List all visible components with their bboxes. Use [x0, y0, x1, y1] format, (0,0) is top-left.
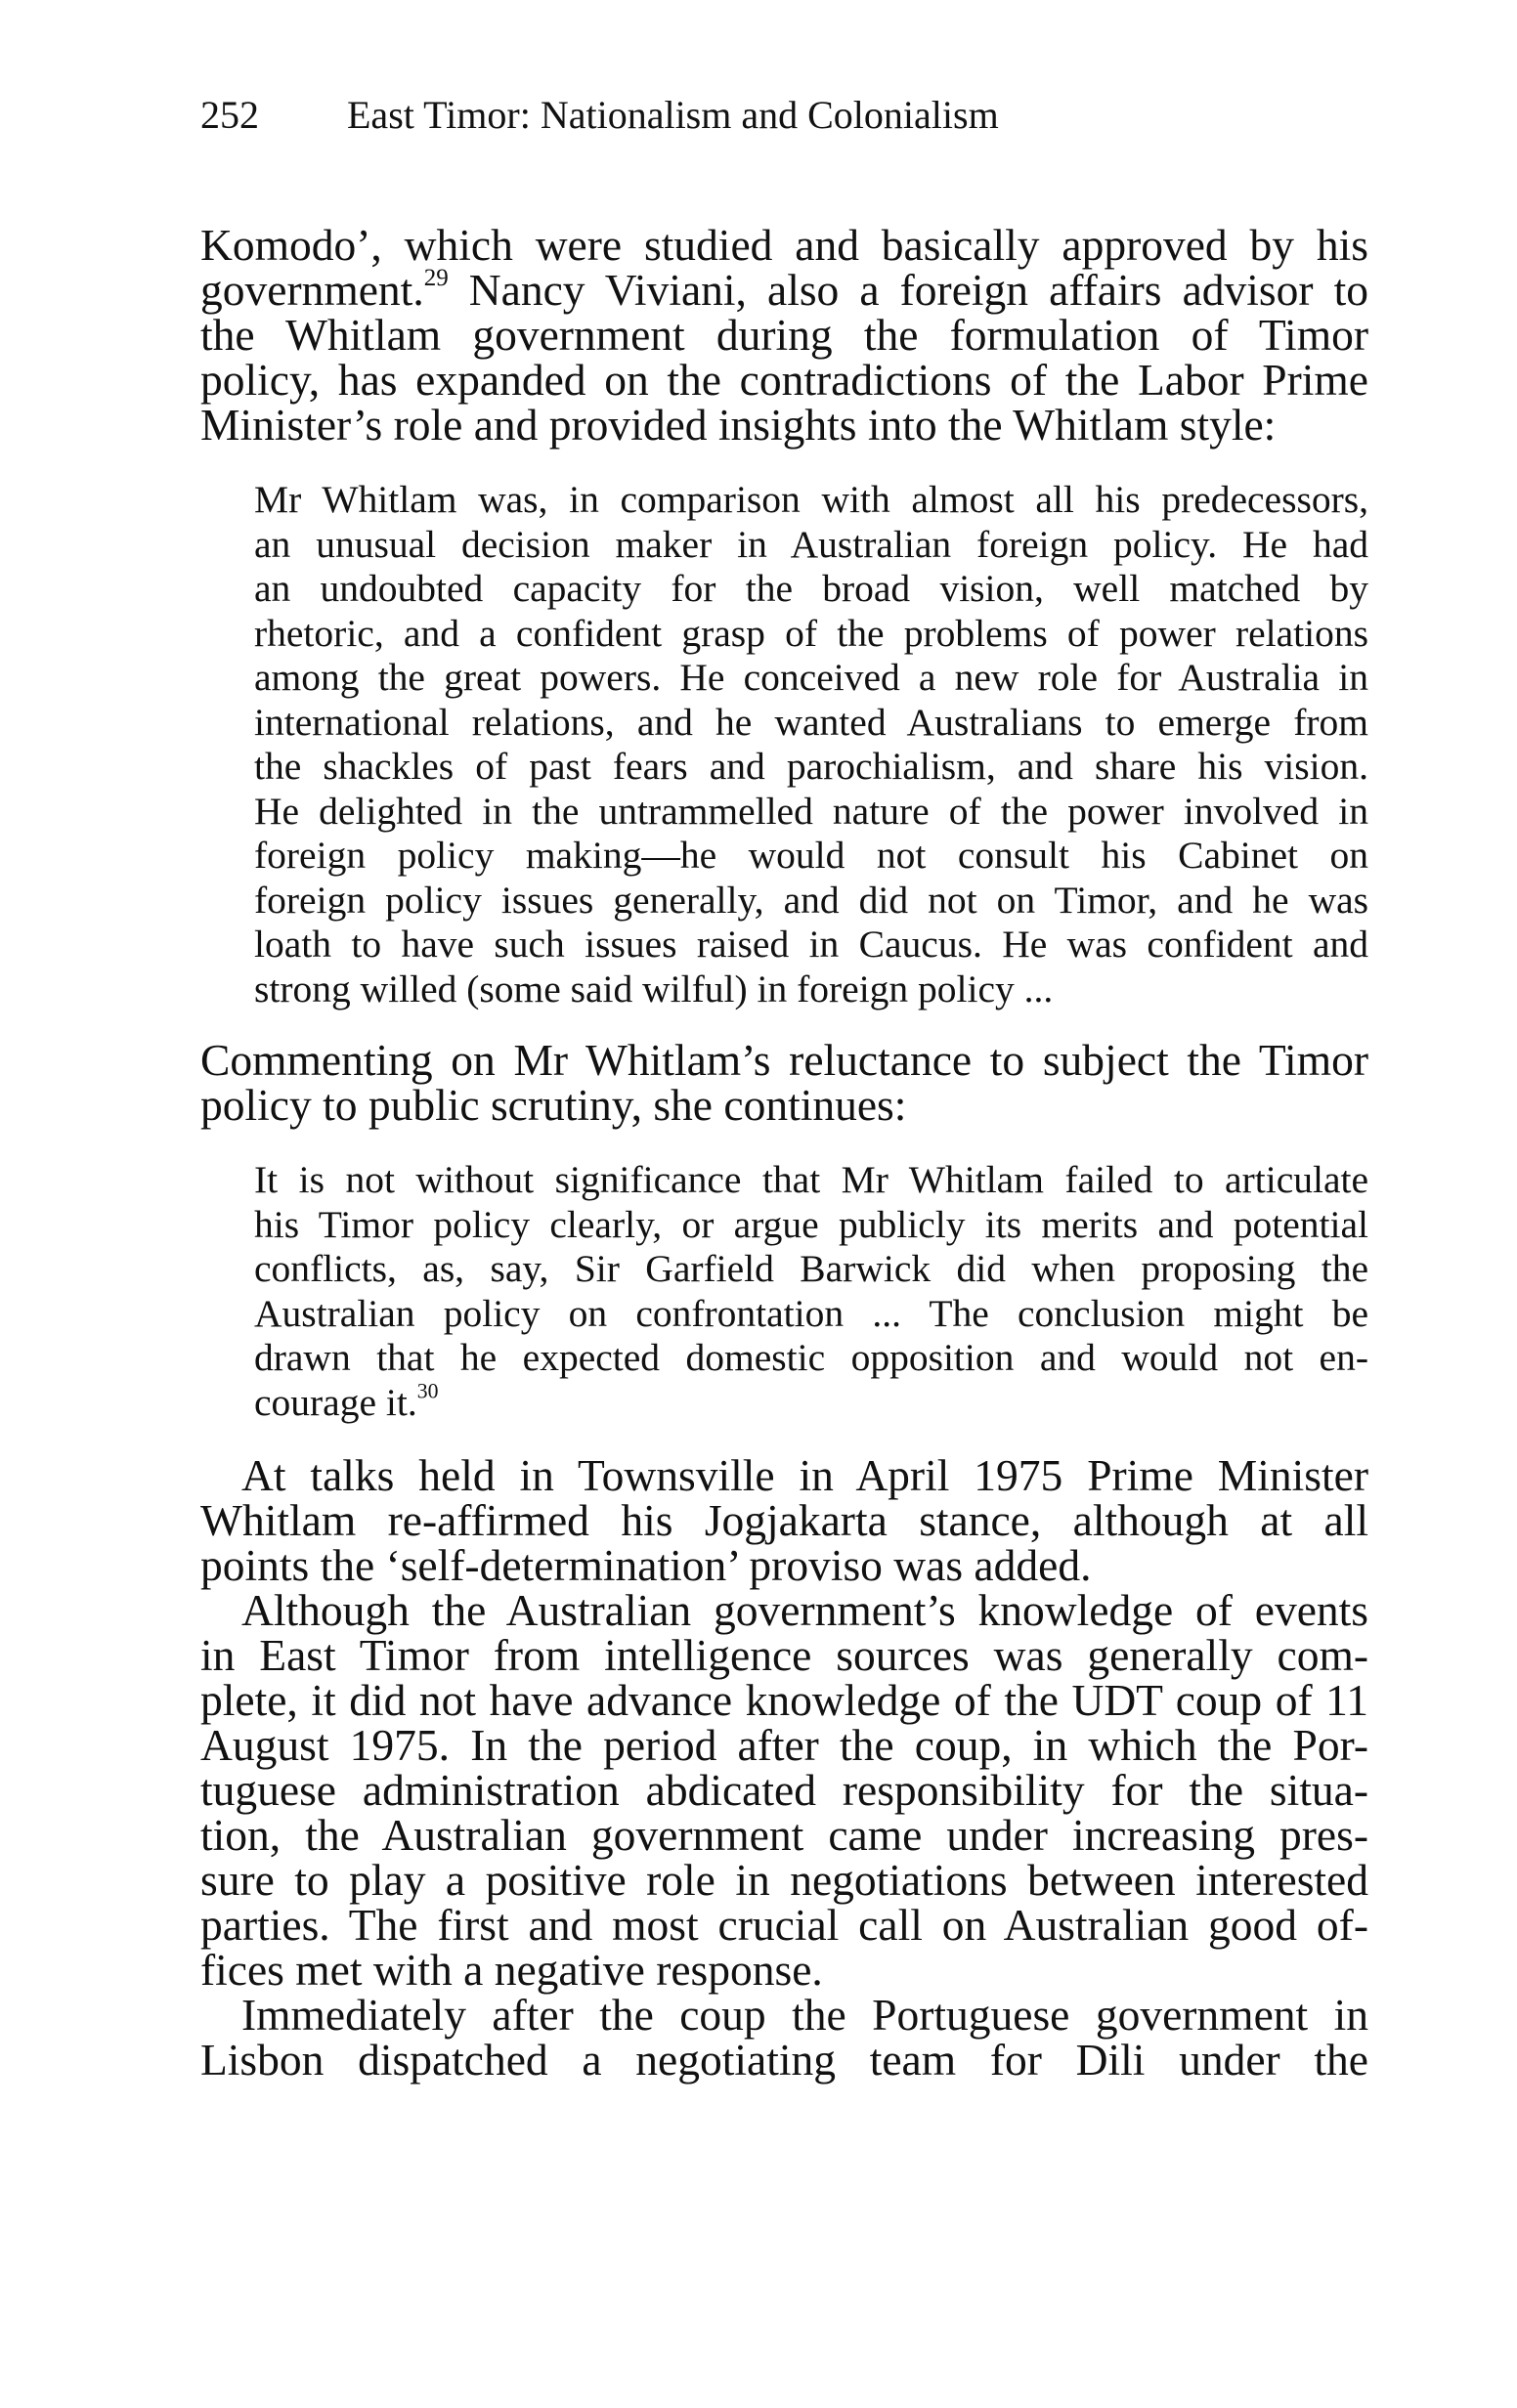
quote-line: He delighted in the untrammelled nature of the power involved in	[254, 789, 1368, 833]
quote-line: his Timor policy clearly, or argue publicly its merits and potential	[254, 1202, 1368, 1246]
quote-line: among the great powers. He conceived a new role for Australia in	[254, 656, 1368, 699]
paragraph-1	[200, 220, 1368, 450]
text-line: parties. The first and most crucial call on Australian good of-	[200, 1900, 1368, 1950]
quote-line: drawn that he expected domestic opposition and would not en-	[254, 1336, 1368, 1379]
block-quote-1	[200, 478, 1368, 1011]
body-text	[200, 220, 1368, 2085]
text-fragment: government.	[200, 265, 424, 315]
quote-line: loath to have such issues raised in Caucus. He was confident and	[254, 923, 1368, 966]
block-quote-2	[200, 1158, 1368, 1425]
footnote-ref-29: 29	[423, 264, 449, 291]
quote-line: conflicts, as, say, Sir Garfield Barwick did when proposing the	[254, 1247, 1368, 1290]
running-title: East Timor: Nationalism and Colonialism	[347, 93, 999, 137]
text-line: policy, has expanded on the contradictions of the Labor Prime	[200, 355, 1368, 405]
running-head	[200, 86, 999, 145]
quote-line	[254, 1381, 1368, 1426]
quote-line: It is not without significance that Mr Whitlam failed to articulate	[254, 1158, 1368, 1201]
quote-line: an unusual decision maker in Australian foreign policy. He had	[254, 522, 1368, 566]
paragraph-2	[200, 1035, 1368, 1130]
text-line: tion, the Australian government came under increasing pres-	[200, 1810, 1368, 1860]
quote-line: strong willed (some said wilful) in foreign policy ...	[254, 967, 1054, 1010]
text-line: in East Timor from intelligence sources was generally com-	[200, 1630, 1368, 1680]
text-line: Commenting on Mr Whitlam’s reluctance to subject the Timor	[200, 1035, 1368, 1085]
text-line	[200, 264, 1368, 315]
text-line: points the ‘self-determination’ proviso was added.	[200, 1540, 1092, 1590]
text-line: plete, it did not have advance knowledge of the UDT coup of 11	[200, 1675, 1368, 1725]
quote-line: Australian policy on confrontation ... The conclusion might be	[254, 1291, 1368, 1335]
text-line: August 1975. In the period after the coup, in which the Por-	[200, 1720, 1368, 1770]
quote-line: international relations, and he wanted Australians to emerge from	[254, 700, 1368, 744]
text-line: Immediately after the coup the Portuguese government in	[241, 1990, 1368, 2040]
page-number: 252	[200, 93, 259, 137]
text-line: At talks held in Townsville in April 1975 Prime Minister	[241, 1450, 1368, 1500]
text-line: Komodo’, which were studied and basically approved by his	[200, 220, 1368, 270]
text-fragment: Nancy Viviani, also a foreign affairs advisor to	[448, 265, 1368, 315]
text-line: policy to public scrutiny, she continues:	[200, 1080, 907, 1130]
text-line: the Whitlam government during the formulation of Timor	[200, 310, 1368, 360]
quote-line: Mr Whitlam was, in comparison with almost all his predecessors,	[254, 478, 1368, 521]
text-fragment: courage it.	[254, 1380, 417, 1424]
quote-line: foreign policy issues generally, and did not on Timor, and he was	[254, 878, 1368, 922]
text-line: sure to play a positive role in negotiations between interested	[200, 1855, 1368, 1905]
text-line: Whitlam re-affirmed his Jogjakarta stance, although at all	[200, 1495, 1368, 1545]
footnote-ref-30: 30	[416, 1379, 439, 1403]
text-line: tuguese administration abdicated responsibility for the situa-	[200, 1765, 1368, 1815]
paragraph-4	[200, 1585, 1368, 1995]
quote-line: an undoubted capacity for the broad vision, well matched by	[254, 567, 1368, 610]
text-line: Lisbon dispatched a negotiating team for Dili under the	[200, 2035, 1368, 2085]
quote-line: the shackles of past fears and parochialism, and share his vision.	[254, 745, 1368, 788]
quote-line: foreign policy making—he would not consult his Cabinet on	[254, 834, 1368, 877]
quote-line: rhetoric, and a confident grasp of the problems of power relations	[254, 611, 1368, 655]
text-line: Minister’s role and provided insights into the Whitlam style:	[200, 400, 1277, 450]
paragraph-3	[200, 1450, 1368, 1590]
text-line: fices met with a negative response.	[200, 1945, 823, 1995]
paragraph-5	[200, 1990, 1368, 2085]
text-line: Although the Australian government’s knowledge of events	[241, 1585, 1368, 1635]
